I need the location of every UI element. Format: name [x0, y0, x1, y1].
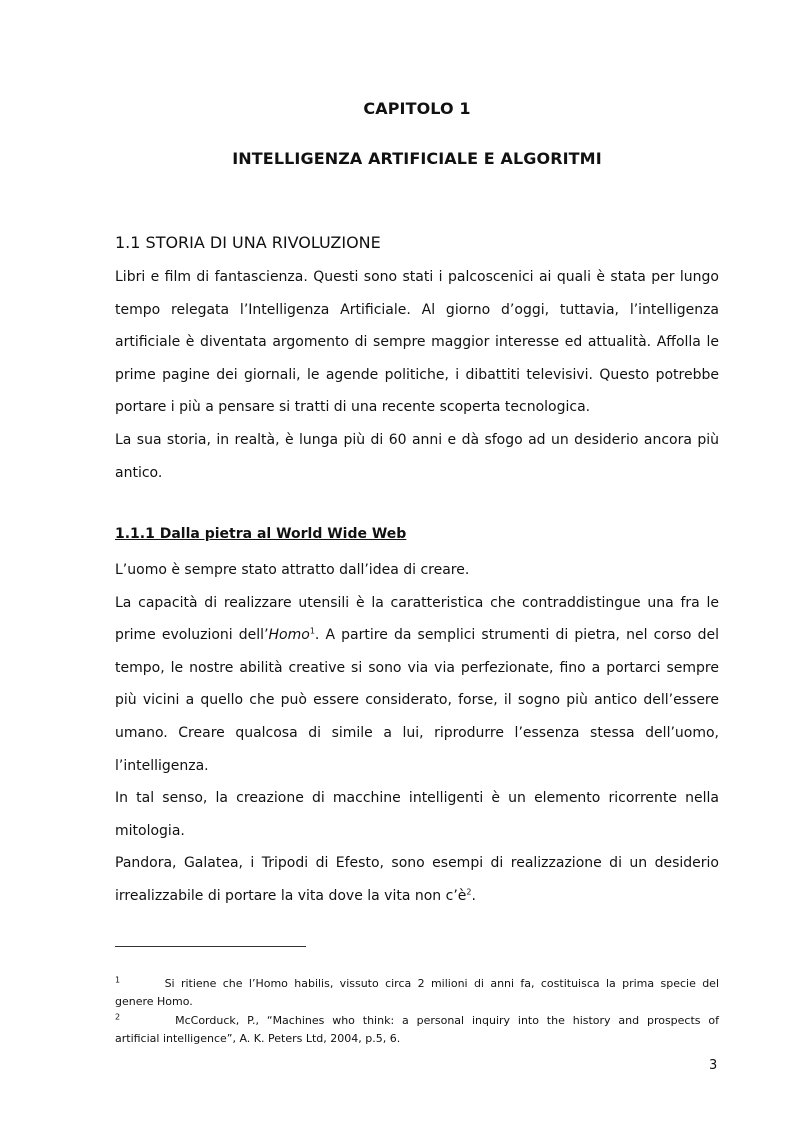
footnote-text: McCorduck, P., “Machines who think: a personal inquiry into the history and prospects of	[175, 1014, 719, 1027]
footnote-line	[115, 975, 719, 993]
paragraph-history	[115, 261, 719, 489]
text-line: prime pagine dei giornali, le agende politiche, i dibattiti televisivi. Questo potrebbe	[115, 366, 719, 383]
text-line: artificiale è diventata argomento di sempre maggior interesse ed attualità. Affolla le	[115, 334, 719, 351]
italic-term: Homo	[268, 627, 310, 644]
text-line: umano. Creare qualcosa di simile a lui, riprodurre l’essenza stessa dell’uomo,	[115, 724, 719, 741]
text-line: In tal senso, la creazione di macchine intelligenti è un elemento ricorrente nella	[115, 790, 719, 807]
footnote-2	[115, 1012, 719, 1048]
footnote-separator	[115, 946, 306, 947]
text-line: l’intelligenza.	[115, 757, 209, 774]
text-line	[115, 619, 719, 652]
text-fragment: .	[471, 887, 476, 904]
footnote-ref-1: 1	[309, 626, 315, 636]
text-fragment: prime evoluzioni dell’	[115, 627, 269, 644]
chapter-number: CAPITOLO 1	[363, 99, 471, 118]
paragraph-stone-to-web	[115, 554, 719, 913]
footnote-mark: 1	[115, 975, 121, 985]
footnote-mark: 2	[115, 1012, 121, 1022]
text-fragment: irrealizzabile di portare la vita dove la vita non c’è	[115, 887, 467, 904]
text-line: portare i più a pensare si tratti di una recente scoperta tecnologica.	[115, 399, 591, 416]
text-line: L’uomo è sempre stato attratto dall’idea di creare.	[115, 562, 470, 578]
footnote-line	[115, 1012, 719, 1030]
text-line: Pandora, Galatea, i Tripodi di Efesto, sono esempi di realizzazione di un desiderio	[115, 855, 719, 872]
text-line: tempo, le nostre abilità creative si sono via via perfezionate, fino a portarci sempre	[115, 659, 719, 676]
subsection-heading: 1.1.1 Dalla pietra al World Wide Web	[115, 526, 407, 542]
text-line: tempo relegata l’Intelligenza Artificiale. Al giorno d’oggi, tuttavia, l’intelligenza	[115, 301, 719, 318]
text-fragment: . A partire da semplici strumenti di pietra, nel corso del	[314, 627, 719, 644]
text-line: mitologia.	[115, 822, 185, 839]
section-heading: 1.1 STORIA DI UNA RIVOLUZIONE	[115, 233, 381, 252]
text-line	[115, 880, 719, 913]
footnote-line: artificial intelligence”, A. K. Peters Ltd, 2004, p.5, 6.	[115, 1032, 401, 1045]
chapter-title: INTELLIGENZA ARTIFICIALE E ALGORITMI	[232, 149, 602, 168]
text-line: più vicini a quello che può essere considerato, forse, il sogno più antico dell’essere	[115, 692, 719, 709]
text-line: La sua storia, in realtà, è lunga più di 60 anni e dà sfogo ad un desiderio ancora più	[115, 431, 719, 448]
footnote-1	[115, 975, 719, 1011]
text-line: Libri e film di fantascienza. Questi sono stati i palcoscenici ai quali è stata per lungo	[115, 269, 719, 285]
footnote-line: genere Homo.	[115, 995, 193, 1008]
text-line: La capacità di realizzare utensili è la caratteristica che contraddistingue una fra le	[115, 594, 719, 611]
footnote-ref-2: 2	[466, 887, 472, 897]
footnote-text: Si ritiene che l’Homo habilis, vissuto circa 2 milioni di anni fa, costituisca la prima specie del	[164, 977, 719, 990]
page-number: 3	[709, 1058, 718, 1073]
text-line: antico.	[115, 464, 163, 481]
